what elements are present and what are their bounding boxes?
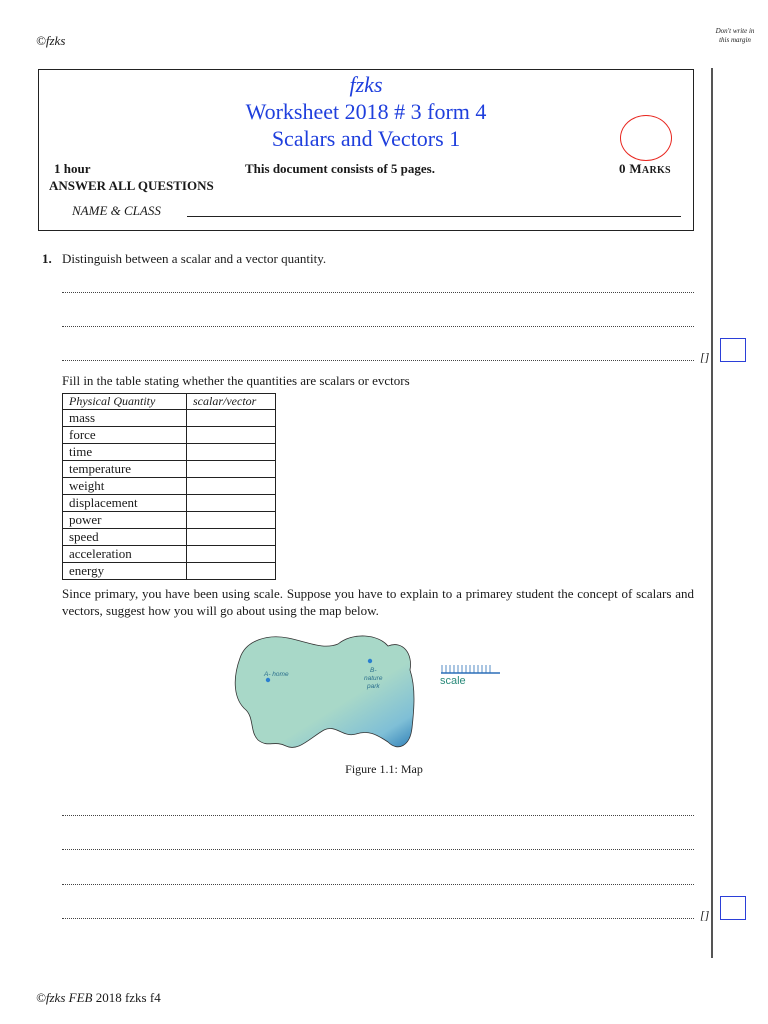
quantity-cell: power <box>63 512 187 529</box>
map-figure <box>228 630 438 755</box>
home-label: A- home <box>264 671 289 678</box>
answer-line[interactable] <box>62 360 694 362</box>
answer-cell[interactable] <box>187 410 276 427</box>
answer-line[interactable] <box>62 849 694 851</box>
scale-label: scale <box>440 675 466 687</box>
answer-cell[interactable] <box>187 427 276 444</box>
table-row <box>63 512 276 529</box>
quantity-cell: energy <box>63 563 187 580</box>
header-scalar-vector: scalar/vector <box>187 394 276 410</box>
worksheet-subtitle: Scalars and Vectors 1 <box>271 126 461 151</box>
quantity-cell: force <box>63 427 187 444</box>
marks-bracket: [] <box>700 908 710 922</box>
answer-cell[interactable] <box>187 495 276 512</box>
answer-cell[interactable] <box>187 444 276 461</box>
map-landmass <box>235 636 414 748</box>
scale-bar-icon <box>440 662 502 674</box>
table-instruction: Fill in the table stating whether the quantities are scalars or evctors <box>62 373 410 388</box>
marks-text: 0 MARKS <box>619 161 671 176</box>
scale-question-paragraph: Since primary, you have been using scale. Suppose you have to explain to a primarey student the concept of scalars and vectors, suggest how you will go about using the map below. <box>62 586 694 618</box>
quantity-cell: speed <box>63 529 187 546</box>
quantity-cell: time <box>63 444 187 461</box>
mark-box <box>720 338 746 362</box>
answer-cell[interactable] <box>187 563 276 580</box>
answer-line[interactable] <box>62 884 694 886</box>
quantity-cell: temperature <box>63 461 187 478</box>
answer-cell[interactable] <box>187 529 276 546</box>
marks-bracket: [] <box>700 350 710 364</box>
name-class-label: NAME & CLASS <box>72 203 161 218</box>
table-row <box>63 546 276 563</box>
question-text: Distinguish between a scalar and a vector quantity. <box>62 251 327 266</box>
answer-cell[interactable] <box>187 512 276 529</box>
answer-cell[interactable] <box>187 478 276 495</box>
table-row <box>63 495 276 512</box>
home-marker <box>266 678 270 682</box>
header-brand: fzks <box>349 72 383 97</box>
duration-label: 1 hour <box>54 161 91 176</box>
margin-divider <box>711 68 713 958</box>
footer-text: 2018 fzks f4 <box>95 990 161 1005</box>
total-marks-label <box>619 161 671 177</box>
footer-italic: ©fzks FEB <box>36 990 93 1005</box>
page-count-label: This document consists of 5 pages. <box>245 161 435 176</box>
table-row <box>63 427 276 444</box>
table-header-row <box>63 394 276 410</box>
answer-cell[interactable] <box>187 461 276 478</box>
header-physical-quantity: Physical Quantity <box>63 394 187 410</box>
table-row <box>63 529 276 546</box>
table-row <box>63 410 276 427</box>
table-row <box>63 563 276 580</box>
quantity-table <box>62 393 276 580</box>
name-class-line[interactable] <box>187 216 681 217</box>
question-number: 1. <box>42 251 52 266</box>
quantity-cell: mass <box>63 410 187 427</box>
mark-box <box>720 896 746 920</box>
margin-note: Don't write in this margin <box>715 27 755 44</box>
park-label-2: nature <box>364 675 383 682</box>
page-footer <box>36 990 161 1006</box>
quantity-cell: displacement <box>63 495 187 512</box>
answer-instruction: ANSWER ALL QUESTIONS <box>49 178 214 193</box>
quantity-cell: weight <box>63 478 187 495</box>
park-label-3: park <box>367 683 380 690</box>
worksheet-header-box <box>38 69 694 231</box>
worksheet-title: Worksheet 2018 # 3 form 4 <box>245 99 487 124</box>
answer-line[interactable] <box>62 292 694 294</box>
answer-line[interactable] <box>62 918 694 920</box>
score-circle <box>620 115 672 161</box>
table-row <box>63 478 276 495</box>
table-row <box>63 461 276 478</box>
figure-caption: Figure 1.1: Map <box>345 762 423 776</box>
quantity-cell: acceleration <box>63 546 187 563</box>
answer-cell[interactable] <box>187 546 276 563</box>
answer-line[interactable] <box>62 815 694 817</box>
park-marker <box>368 659 372 663</box>
park-label-1: B- <box>370 667 377 674</box>
copyright-header: ©fzks <box>36 33 66 48</box>
table-row <box>63 444 276 461</box>
answer-line[interactable] <box>62 326 694 328</box>
